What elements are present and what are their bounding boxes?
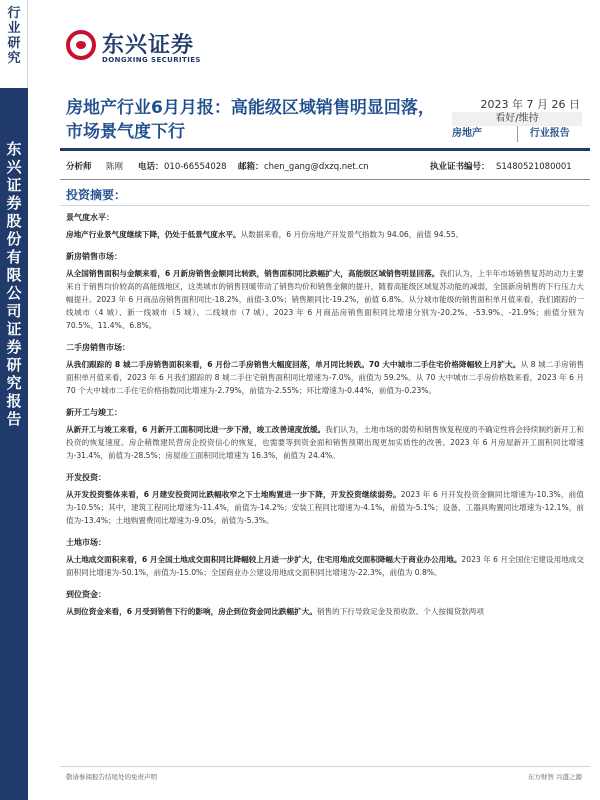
analyst-info xyxy=(66,160,586,174)
section-lead: 从到位资金来看，6 月受到销售下行的影响，房企到位资金同比跌幅扩大。 xyxy=(66,607,317,616)
email-label: 邮箱： xyxy=(238,162,264,172)
section-text: 我们认为，上半年市场销售复苏的动力主要来自于销售均价较高的高能级地区，这类城市的销售回暖带动了销售均价和销售金额的提升，随着高能级区域复苏动能的减弱，全国新房销售的下行压力大幅提升。2023 年 6 月商品房销售面积同比-18.2%，前值-3.0%；销售额同比-19.2%，前值 6.8%。从分城市能级的销售面积单月值来看，我们跟踪的一线城市（4 城）、新一线城市（5 城）、二线城市（7 城），2023 年 6 月商品房销售面积同比增速分别为-20.2%、-53.9%、-21.9%；前值分别为 70.5%、11.4%、6.8%。 xyxy=(66,269,585,330)
section-body xyxy=(66,228,584,241)
section-lead: 从开发投资整体来看，6 月建安投资同比跌幅收窄之下土地购置进一步下降，开发投资继续弱势。 xyxy=(66,490,401,499)
section-body xyxy=(66,358,584,397)
analyst-divider xyxy=(60,179,590,180)
sidebar-category: 行业研究 xyxy=(7,6,21,66)
section-title: 二手房销售市场： xyxy=(66,343,130,352)
summary-content xyxy=(66,212,584,618)
phone-label: 电话： xyxy=(138,162,164,172)
section-lead: 从全国销售面积与金额来看，6 月新房销售金额同比转跌，销售面积同比跌幅扩大，高能级区域销售明显回落。 xyxy=(66,269,440,278)
section-text: 从数据来看，6 月份房地产开发景气指数为 94.06，前值 94.55。 xyxy=(240,230,464,239)
industry-tag: 房地产 xyxy=(452,126,518,142)
logo-en-text: DONGXING SECURITIES xyxy=(102,56,201,64)
section-body xyxy=(66,553,584,579)
section-body xyxy=(66,605,584,618)
section-text: 我们认为，土地市场的弱势和销售恢复程度的不确定性将会持续制约新开工和投资的恢复速度。房企稍微建民营房企投资信心的恢复，也需要等到资金面和销售预期出现更加实质性的改善。2023 年 6 月房屋新开工面积同比增速为-31.4%，前值为-28.5%；房屋竣工面积同比增速为 16.3%，前值为 24.4%。 xyxy=(66,425,584,460)
analyst-name: 陈刚 xyxy=(106,162,124,172)
report-tags xyxy=(452,126,582,142)
section-title: 新开工与竣工： xyxy=(66,408,122,417)
sidebar-company-name: 东兴证券股份有限公司证券研究报告 xyxy=(6,140,22,428)
summary-heading: 投资摘要： xyxy=(66,188,127,202)
section-text: 2023 年 6 月全国住宅建设用地成交面积同比增速为-50.1%，前值为-15.0%；全国商业办公建设用地成交面积同比增速为-22.3%，前值为 0.8%。 xyxy=(66,555,585,577)
section-body xyxy=(66,267,584,332)
analyst-label: 分析师 xyxy=(66,162,92,172)
rating-badge: 看好/维持 xyxy=(452,112,582,126)
phone-number: 010-66554028 xyxy=(164,162,227,172)
cert-number: S1480521080001 xyxy=(496,162,572,172)
section-lead: 房地产行业景气度继续下降，仍处于低景气度水平。 xyxy=(66,230,241,239)
section-title: 新房销售市场： xyxy=(66,252,122,261)
section-text: 销售的下行导致定金及预收款、个人按揭贷款两项 xyxy=(316,607,484,616)
section-body xyxy=(66,423,584,462)
header-divider xyxy=(60,148,590,151)
footer-slogan: 东方财智 兴盛之源 xyxy=(527,773,582,781)
section-title: 景气度水平： xyxy=(66,213,114,222)
section-title: 土地市场： xyxy=(66,538,106,547)
section-lead: 从土地成交面积来看，6 月全国土地成交面积同比降幅较上月进一步扩大，住宅用地成交面积降幅大于商业办公用地。 xyxy=(66,555,462,564)
logo-cn-text: 东兴证券 xyxy=(102,33,195,58)
section-text: 从 8 城二手房销售面积单月值来看，2023 年 6 月我们跟踪的 8 城二手住宅销售面积同比增速为-7.0%，前值为 59.2%。从 70 大中城市二手房价格数来看，2023 年 6 月 70 个大中城市二手住宅价格指数同比增速为-2.79%，前值为-2.55%；环比增速为-0.44%，前值为-0.23%。 xyxy=(66,360,584,395)
company-logo xyxy=(66,26,226,72)
section-title: 到位资金： xyxy=(66,590,106,599)
section-lead: 从我们跟踪的 8 城二手房销售面积来看，6 月份二手房销售大幅度回落，单月同比转跌。70 大中城市二手住宅价格降幅较上月扩大。 xyxy=(66,360,521,369)
report-date: 2023 年 7 月 26 日 xyxy=(480,98,580,111)
cert-label: 执业证书编号： xyxy=(430,162,490,172)
disclaimer-note: 敬请参阅报告结尾处的免责声明 xyxy=(66,773,157,781)
report-type-tag: 行业报告 xyxy=(529,128,570,139)
section-text: 2023 年 6 月开发投资金额同比增速为-10.3%，前值为-10.5%；其中，建筑工程同比增速为-11.4%，前值为-14.2%；安装工程同比增速为-4.1%，前值为-5.1%；设备、工器具购置同比增速为-12.1%，前值为-13.4%；土地购置费同比增速为-9.0%，前值为-5.3%。 xyxy=(66,490,584,525)
section-lead: 从新开工与竣工来看，6 月新开工面积同比进一步下滑，竣工改善速度放缓。 xyxy=(66,425,326,434)
footer-divider xyxy=(60,766,590,767)
logo-mark-icon xyxy=(66,30,96,60)
summary-divider xyxy=(60,205,590,206)
email-address: chen_gang@dxzq.net.cn xyxy=(264,162,369,172)
sidebar-category-box xyxy=(0,0,28,88)
section-body xyxy=(66,488,584,527)
report-title: 房地产行业6月月报：高能级区域销售明显回落，市场景气度下行 xyxy=(66,98,435,142)
section-title: 开发投资： xyxy=(66,473,106,482)
